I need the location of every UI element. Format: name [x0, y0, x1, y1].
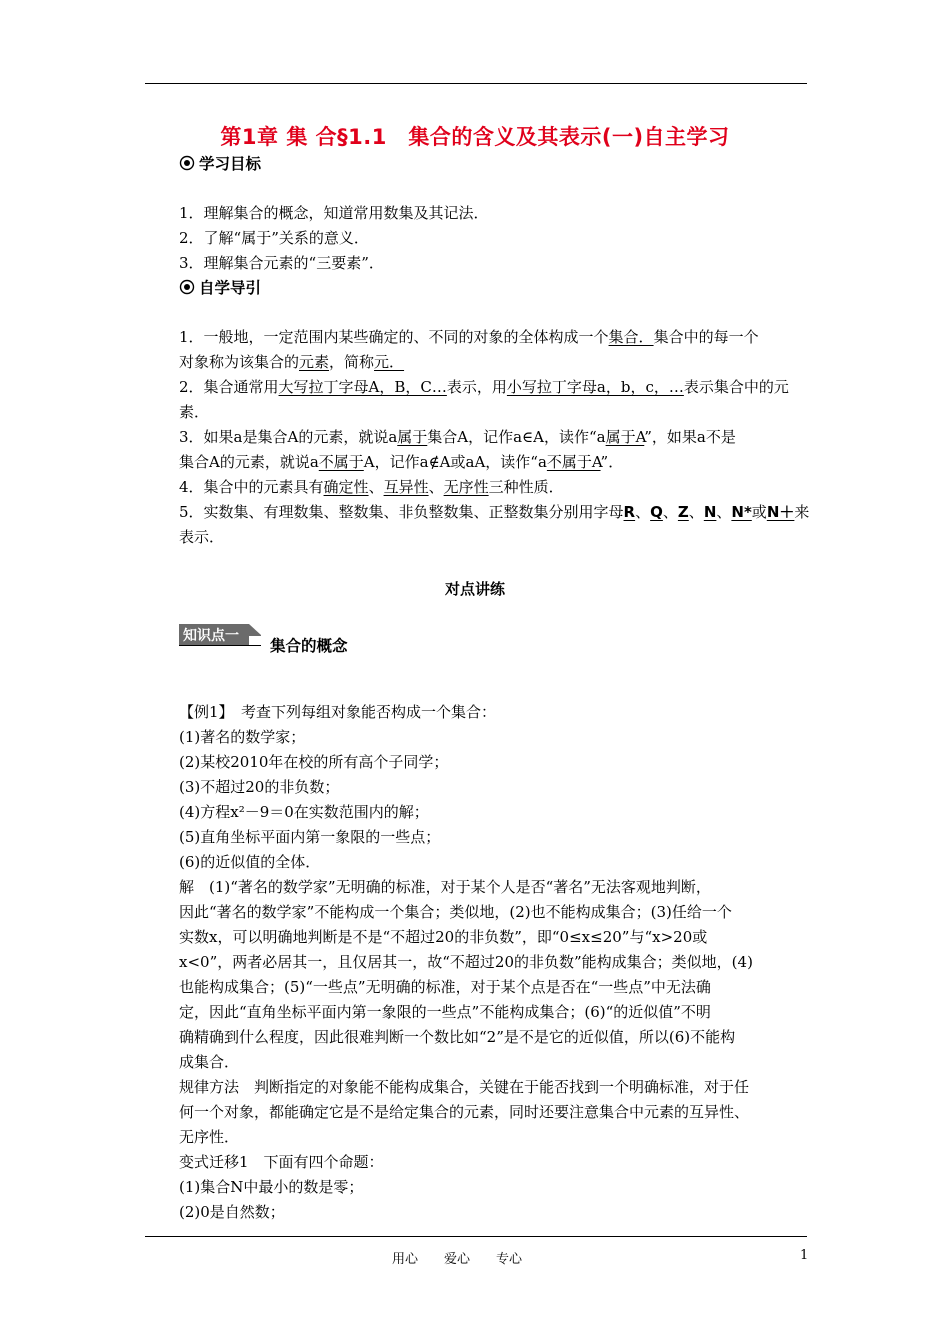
text: 、	[662, 503, 678, 521]
answer-blank: 不属于	[318, 453, 364, 471]
footer-text: 用心 爱心 专心	[392, 1252, 523, 1267]
guide-line-1b	[179, 352, 404, 372]
target-icon	[179, 279, 195, 295]
section-guide	[179, 276, 261, 298]
body-line: 成集合．	[179, 1053, 240, 1071]
body-line: 也能构成集合；(5)“一些点”无明确的标准，对于某个点是否在“一些点”中无法确	[179, 978, 711, 996]
answer-blank: 互异性	[383, 478, 429, 496]
body-line: (2)某校2010年在校的所有高个子同学；	[179, 753, 449, 771]
text: 对象称为该集合的	[179, 353, 300, 371]
text: 来	[794, 503, 810, 521]
text: 、	[635, 503, 651, 521]
section-guide-label: 自学导引	[199, 279, 262, 297]
answer-blank: N＋	[766, 503, 795, 521]
body-line: (2)0是自然数；	[179, 1203, 285, 1221]
text: 3．如果a是集合A的元素，就说a	[179, 428, 398, 446]
body-line: (3)不超过20的非负数；	[179, 778, 340, 796]
text: 集合A的元素，就说a	[179, 453, 319, 471]
body-line: x<0”，两者必居其一，且仅居其一，故“不超过20的非负数”能构成集合；类似地，(4)	[179, 953, 753, 971]
answer-blank: 属于A	[605, 428, 645, 446]
answer-blank: 确定性	[323, 478, 369, 496]
knowledge-title: 集合的概念	[270, 637, 348, 655]
body-line: (4)方程x²－9＝0在实数范围内的解；	[179, 803, 429, 821]
text: 5．实数集、有理数集、整数集、非负整数集、正整数集分别用字母	[179, 503, 624, 521]
guide-line-2b: 素．	[179, 403, 210, 421]
answer-blank: 元．	[374, 353, 405, 371]
answer-blank: 不属于A	[546, 453, 601, 471]
guide-line-2a	[179, 377, 789, 397]
text: 4．集合中的元素具有	[179, 478, 324, 496]
section-practice: 对点讲练	[444, 580, 505, 598]
answer-blank: N	[703, 503, 717, 521]
page-number: 1	[800, 1248, 809, 1263]
body-line: 何一个对象，都能确定它是不是给定集合的元素，同时还要注意集合中元素的互异性、	[179, 1103, 750, 1121]
answer-blank: R	[623, 503, 636, 521]
answer-blank: Q	[650, 503, 663, 521]
body-line: 确精确到什么程度，因此很难判断一个数比如“2”是不是它的近似值，所以(6)不能构	[179, 1028, 736, 1046]
answer-blank: 元素	[299, 353, 330, 371]
answer-blank: Z	[677, 503, 689, 521]
guide-line-3b	[179, 452, 623, 472]
body-line: (5)直角坐标平面内第一象限的一些点；	[179, 828, 441, 846]
text: 、	[716, 503, 732, 521]
body-line: 变式迁移1 下面有四个命题：	[179, 1153, 384, 1171]
body-line: (1)集合N中最小的数是零；	[179, 1178, 364, 1196]
text: 三种性质．	[488, 478, 564, 496]
text: A，记作a∉A或aA，读作“a	[363, 453, 547, 471]
knowledge-badge	[179, 624, 261, 646]
text: ，简称	[329, 353, 375, 371]
text: 或	[751, 503, 767, 521]
text: ”，如果a不是	[644, 428, 736, 446]
goal-item: 1．理解集合的概念，知道常用数集及其记法．	[179, 204, 489, 222]
target-icon	[179, 155, 195, 171]
text: 集合A，记作a∈A，读作“a	[427, 428, 606, 446]
knowledge-badge-label: 知识点一	[183, 628, 239, 644]
section-goals	[179, 152, 261, 174]
guide-line-4	[179, 477, 564, 497]
text: 集合中的每一个	[653, 328, 759, 346]
text: 表示，用	[446, 378, 507, 396]
text: 、	[688, 503, 704, 521]
guide-line-1a	[179, 327, 759, 347]
text: 2．集合通常用	[179, 378, 279, 396]
guide-line-5a	[179, 502, 809, 522]
answer-blank: 属于	[397, 428, 428, 446]
text: 表示集合中的元	[683, 378, 789, 396]
answer-blank: 小写拉丁字母a，b，c，…	[506, 378, 684, 396]
page-title: 第1章 集 合§1.1 集合的含义及其表示(一)自主学习	[220, 125, 730, 149]
body-line: (1)著名的数学家；	[179, 728, 306, 746]
body-line: 无序性．	[179, 1128, 240, 1146]
header-rule	[145, 83, 807, 84]
answer-blank: 集合．	[608, 328, 654, 346]
footer-rule	[145, 1236, 807, 1237]
section-goals-label: 学习目标	[199, 155, 262, 173]
body-line: 【例1】 考查下列每组对象能否构成一个集合：	[179, 703, 497, 721]
body-line: 定，因此“直角坐标平面内第一象限的一些点”不能构成集合；(6)“的近似值”不明	[179, 1003, 711, 1021]
body-line: 规律方法 判断指定的对象能不能构成集合，关键在于能否找到一个明确标准，对于任	[179, 1078, 750, 1096]
goal-item: 2．了解“属于”关系的意义．	[179, 229, 369, 247]
text: 、	[368, 478, 384, 496]
body-line: (6)的近似值的全体．	[179, 853, 321, 871]
guide-line-5b: 表示．	[179, 528, 225, 546]
goal-item: 3．理解集合元素的“三要素”．	[179, 254, 384, 272]
text: 1．一般地，一定范围内某些确定的、不同的对象的全体构成一个	[179, 328, 609, 346]
text: 、	[428, 478, 444, 496]
body-line: 因此“著名的数学家”不能构成一个集合；类似地，(2)也不能构成集合；(3)任给一个	[179, 903, 732, 921]
answer-blank: 无序性	[443, 478, 489, 496]
body-line: 解 (1)“著名的数学家”无明确的标准，对于某个人是否“著名”无法客观地判断，	[179, 878, 711, 896]
answer-blank: N*	[731, 503, 752, 521]
guide-line-3a	[179, 427, 736, 447]
text: ”．	[600, 453, 624, 471]
body-line: 实数x，可以明确地判断是不是“不超过20的非负数”，即“0≤x≤20”与“x>20或	[179, 928, 708, 946]
answer-blank: 大写拉丁字母A，B，C…	[278, 378, 447, 396]
